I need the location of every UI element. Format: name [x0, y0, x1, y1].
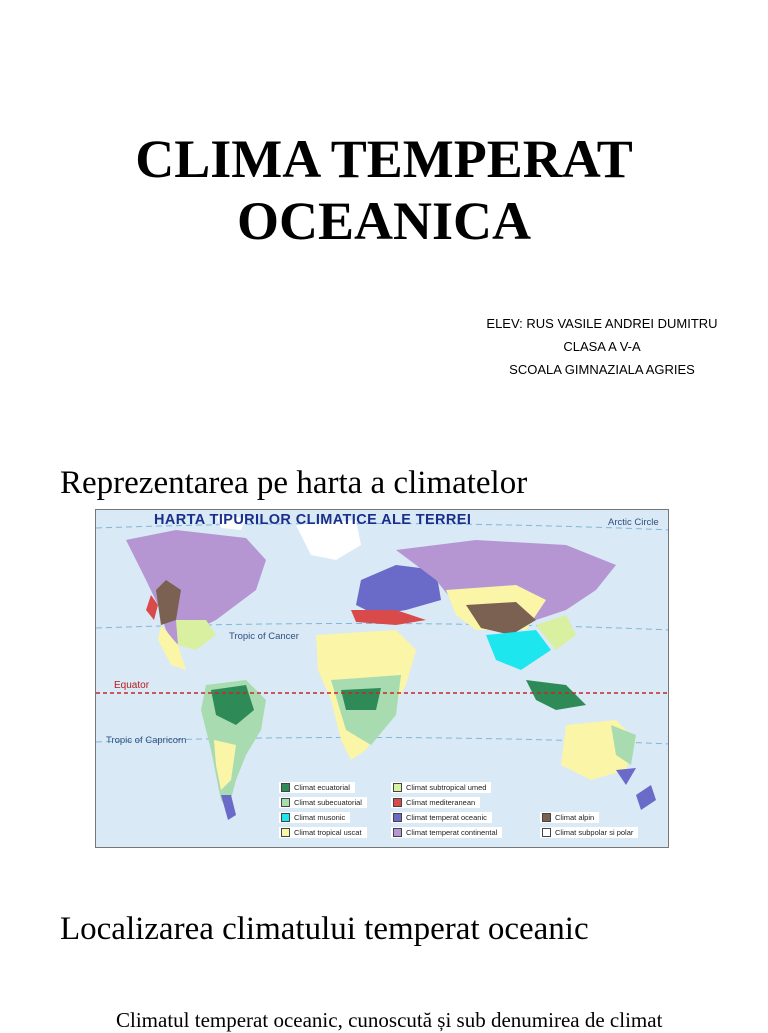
legend-swatch [393, 828, 402, 837]
legend-item [279, 797, 367, 808]
legend-item [540, 827, 638, 838]
title-line-1: CLIMA TEMPERAT [135, 129, 633, 189]
page-title [0, 128, 768, 252]
legend-item [540, 812, 599, 823]
legend-label: Climat subecuatorial [294, 798, 362, 807]
legend-item [391, 827, 502, 838]
map-title: HARTA TIPURILOR CLIMATICE ALE TERREI [154, 512, 472, 528]
body-paragraph: Climatul temperat oceanic, cunoscută și sub denumirea de climat [116, 1008, 663, 1032]
legend-label: Climat temperat continental [406, 828, 498, 837]
author-block [452, 312, 752, 381]
arctic-circle-label: Arctic Circle [608, 517, 659, 528]
legend-swatch [542, 828, 551, 837]
legend-label: Climat ecuatorial [294, 783, 350, 792]
legend-swatch [281, 798, 290, 807]
legend-item [391, 782, 491, 793]
legend-swatch [393, 813, 402, 822]
legend-item [391, 812, 492, 823]
legend-label: Climat subpolar si polar [555, 828, 634, 837]
equator-label: Equator [114, 680, 150, 691]
author-class: CLASA A V-A [563, 339, 641, 354]
legend-item [279, 812, 350, 823]
author-school: SCOALA GIMNAZIALA AGRIES [509, 362, 695, 377]
legend-label: Climat alpin [555, 813, 595, 822]
legend-label: Climat subtropical umed [406, 783, 487, 792]
legend-swatch [393, 783, 402, 792]
legend-label: Climat temperat oceanic [406, 813, 487, 822]
legend-swatch [281, 828, 290, 837]
legend-label: Climat tropical uscat [294, 828, 362, 837]
climate-world-map [95, 509, 669, 848]
legend-swatch [281, 813, 290, 822]
title-line-2: OCEANICA [236, 191, 532, 251]
tropic-capricorn-label: Tropic of Capricorn [106, 735, 187, 746]
author-name: ELEV: RUS VASILE ANDREI DUMITRU [486, 316, 718, 331]
legend-item [391, 797, 480, 808]
tropic-cancer-label: Tropic of Cancer [229, 631, 299, 642]
legend-swatch [281, 783, 290, 792]
legend-label: Climat mediteranean [406, 798, 476, 807]
legend-label: Climat musonic [294, 813, 346, 822]
legend-item [279, 827, 367, 838]
map-graphic [96, 510, 669, 848]
legend-swatch [542, 813, 551, 822]
section-heading-map: Reprezentarea pe harta a climatelor [60, 465, 528, 501]
section-heading-localization: Localizarea climatului temperat oceanic [60, 911, 589, 947]
legend-item [279, 782, 355, 793]
legend-swatch [393, 798, 402, 807]
